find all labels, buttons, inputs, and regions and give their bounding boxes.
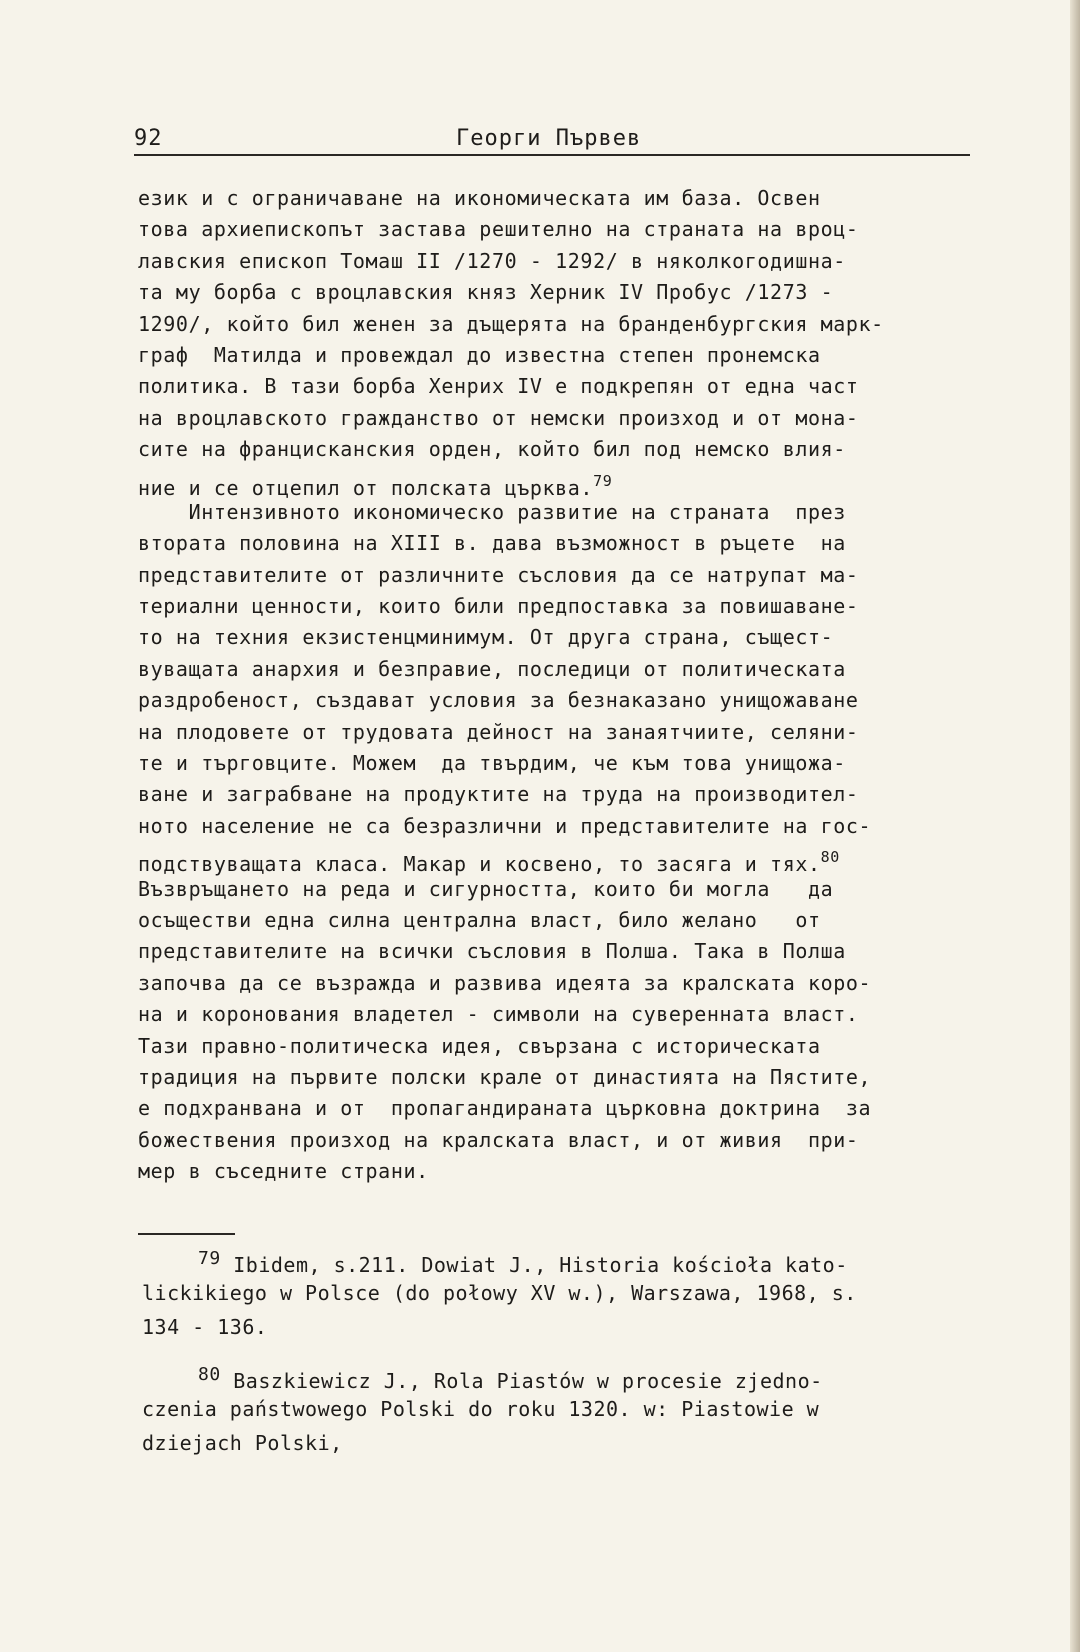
text-line: мер в съседните страни.: [138, 1159, 429, 1184]
text-line: лавския епископ Томаш II /1270 - 1292/ в няколкогодишна-: [138, 248, 846, 273]
text-line: ние и се отцепил от полската църква.: [138, 475, 594, 500]
footnote-mark: 80: [198, 1364, 221, 1385]
footnote-separator: [138, 1233, 235, 1235]
text-line: Тази правно-политическа идея, свързана с историческата: [138, 1033, 821, 1058]
text-line: традиция на първите полски крале от династията на Пястите,: [138, 1064, 872, 1089]
text-line: вуващата анархия и безправие, последици от политическата: [138, 656, 846, 681]
footnotes: [142, 1242, 992, 1460]
footnote-mark: 79: [198, 1248, 221, 1269]
text-line: то на техния екзистенцминимум. От друга страна, същест-: [138, 625, 834, 650]
running-head-author: Георги Първев: [456, 126, 642, 151]
text-line: ното население не са безразлични и представителите на гос-: [138, 813, 872, 838]
page-edge-shadow: [1070, 0, 1080, 1652]
footnote-text: czenia państwowego Polski do roku 1320. w: Piastowie w: [142, 1397, 820, 1421]
text-line: втората половина на XIII в. дава възможност в ръцете на: [138, 531, 846, 556]
text-line: на вроцлавското гражданство от немски произход и от мона-: [138, 405, 859, 430]
text-line: та му борба с вроцлавския княз Херник IV Пробус /1273 -: [138, 280, 834, 305]
page-number: 92: [134, 126, 163, 151]
footnote-79: [142, 1242, 992, 1276]
footnote-80: [142, 1358, 992, 1392]
text-line: политика. В тази борба Хенрих IV е подкрепян от една част: [138, 374, 859, 399]
text-line-with-ref: [138, 842, 988, 877]
page-header: [134, 122, 970, 158]
text-line: представителите от различните съсловия да се натрупат ма-: [138, 562, 859, 587]
text-line: на и коронования владетел - символи на суверенната власт.: [138, 1002, 859, 1027]
footnote-text: 134 - 136.: [142, 1315, 268, 1339]
text-line: Възвръщането на реда и сигурността, които би могла да: [138, 876, 834, 901]
text-line: това архиепископът застава решително на страната на вроц-: [138, 217, 859, 242]
text-line: Интензивното икономическо развитие на страната през: [138, 499, 846, 524]
text-line: божествения произход на кралската власт, и от живия при-: [138, 1127, 859, 1152]
header-rule: [134, 154, 970, 156]
footnote-text: dziejach Polski,: [142, 1431, 343, 1455]
text-line: подствуващата класа. Макар и косвено, то засяга и тях.: [138, 852, 821, 877]
text-line: език и с ограничаване на икономическата им база. Освен: [138, 186, 821, 210]
footnote-text: Baszkiewicz J., Rola Piastów w procesie zjedno-: [233, 1369, 823, 1393]
footnote-ref-79[interactable]: 79: [593, 471, 613, 490]
text-line: раздробеност, създават условия за безнаказано унищожаване: [138, 688, 859, 713]
text-line: граф Матилда и провеждал до известна степен пронемска: [138, 342, 821, 367]
main-text: [138, 183, 988, 1188]
text-line: териални ценности, които били предпоставка за повишаване-: [138, 594, 859, 619]
text-line: 1290/, който бил женен за дъщерята на бранденбургския марк-: [138, 311, 884, 336]
text-line: те и търговците. Можем да твърдим, че към това унищожа-: [138, 751, 846, 776]
text-line: е подхранвана и от пропагандираната църковна доктрина за: [138, 1096, 872, 1121]
text-line: осъществи една силна централна власт, било желано от: [138, 907, 821, 932]
text-line: започва да се възражда и развива идеята за кралската коро-: [138, 970, 872, 995]
text-line: на плодовете от трудовата дейност на занаятчиите, селяни-: [138, 719, 859, 744]
footnote-text: lickikiego w Polsce (do połowy XV w.), Warszawa, 1968, s.: [142, 1281, 857, 1305]
text-line: представителите на всички съсловия в Полша. Така в Полша: [138, 939, 846, 964]
text-line: сите на францисканския орден, който бил под немско влия-: [138, 437, 846, 462]
text-line: ване и заграбване на продуктите на труда на производител-: [138, 782, 859, 807]
footnote-ref-80[interactable]: 80: [820, 848, 840, 867]
footnote-text: Ibidem, s.211. Dowiat J., Historia kościoła kato-: [233, 1253, 848, 1277]
text-line-with-ref: [138, 466, 988, 500]
